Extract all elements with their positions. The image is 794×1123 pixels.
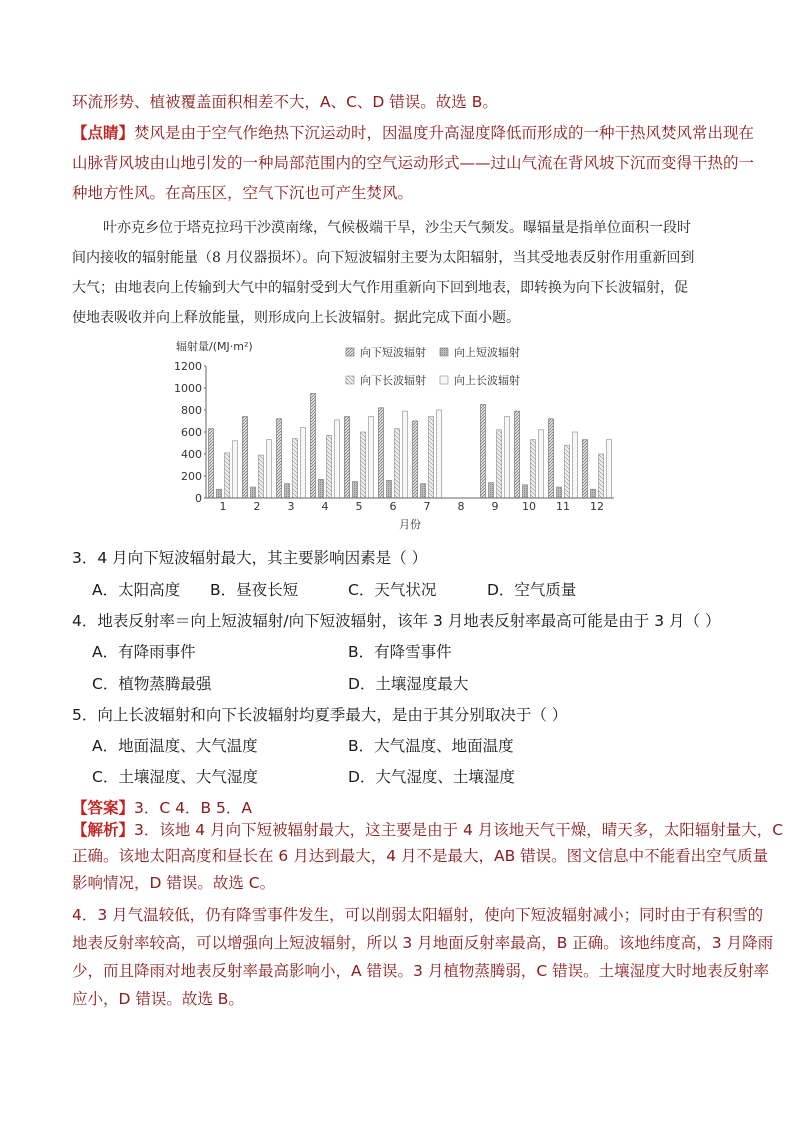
analysis-text: 3．该地 4 月向下短被辐射最大，这主要是由于 4 月该地天气干燥，晴天多，太阳辐射量大，C (134, 821, 784, 839)
q3-option-a: A．太阳高度 (92, 581, 181, 599)
material-line-3: 大气；由地表向上传输到大气中的辐射受到大气作用重新向下回到地表，即转换为向下长波辐射，促 (72, 280, 688, 296)
y-tick-label: 800 (181, 404, 202, 417)
legend-label: 向上短波辐射 (454, 346, 520, 359)
analysis-tag: 【解析】 (72, 821, 135, 839)
legend-label: 向下长波辐射 (360, 374, 426, 387)
bar-向下短波辐射-7 (413, 421, 418, 498)
bar-向上短波辐射-5 (353, 482, 358, 499)
material-line-1: 叶亦克乡位于塔克拉玛干沙漠南缘，气候极端干旱，沙尘天气频发。曝辐量是指单位面积一段时 (103, 220, 691, 236)
analysis-line-7: 应小，D 错误。故选 B。 (72, 990, 244, 1008)
bar-向上长波辐射-5 (369, 417, 374, 498)
bar-向上短波辐射-3 (285, 484, 290, 498)
q4-option-d: D．土壤湿度最大 (348, 675, 469, 693)
answer-line (72, 798, 252, 818)
y-tick-label: 600 (181, 426, 202, 439)
x-tick-label: 6 (389, 500, 397, 513)
legend-swatch (440, 376, 448, 384)
analysis-line-1 (72, 820, 783, 840)
bar-向下长波辐射-11 (565, 445, 570, 498)
y-tick-label: 1000 (174, 382, 202, 395)
bar-向上长波辐射-3 (301, 428, 306, 498)
bar-向下长波辐射-12 (599, 454, 604, 498)
text-line: 环流形势、植被覆盖面积相差不大，A、C、D 错误。故选 B。 (72, 93, 498, 111)
q5-option-a: A．地面温度、大气温度 (92, 737, 258, 755)
x-tick-label: 10 (522, 500, 536, 513)
x-tick-label: 9 (491, 500, 499, 513)
dianjing-paragraph-line-2: 山脉背风坡由山地引发的一种局部范围内的空气运动形式——过山气流在背风坡下沉而变得干热的一 (72, 154, 755, 172)
bar-向下短波辐射-6 (379, 408, 384, 498)
bar-向上长波辐射-12 (607, 440, 612, 498)
analysis-line-4: 4．3 月气温较低，仍有降雪事件发生，可以削弱太阳辐射，使向下短波辐射减小；同时由于有积雪的 (72, 906, 764, 924)
analysis-line-5: 地表反射率较高，可以增强向上短波辐射，所以 3 月地面反射率最高，B 正确。该地纬度高，3 月降雨 (72, 934, 774, 952)
x-tick-label: 11 (556, 500, 570, 513)
bar-向上短波辐射-12 (591, 489, 596, 498)
x-tick-label: 7 (423, 500, 431, 513)
q3-option-d: D．空气质量 (487, 581, 577, 599)
dianjing-paragraph-line-1 (72, 123, 754, 143)
dianjing-text: 焚风是由于空气作绝热下沉运动时，因温度升高湿度降低而形成的一种干热风焚风常出现在 (134, 124, 755, 142)
q5-option-c: C．土壤湿度、大气湿度 (92, 768, 258, 786)
q4-option-b: B．有降雪事件 (348, 643, 452, 661)
legend-swatch (440, 348, 448, 356)
q4-option-c: C．植物蒸腾最强 (92, 675, 212, 693)
bar-向上短波辐射-7 (421, 484, 426, 498)
bar-向下长波辐射-6 (395, 429, 400, 498)
question-3-stem: 3．4 月向下短波辐射最大，其主要影响因素是（ ） (72, 549, 428, 567)
dianjing-tag: 【点睛】 (72, 124, 135, 142)
x-tick-label: 12 (590, 500, 604, 513)
bar-向下短波辐射-9 (481, 405, 486, 499)
x-tick-label: 2 (253, 500, 261, 513)
bar-向下长波辐射-10 (531, 440, 536, 498)
bar-向上长波辐射-6 (403, 411, 408, 498)
bar-向下短波辐射-11 (549, 419, 554, 498)
bar-向上短波辐射-1 (217, 489, 222, 498)
material-line-4: 使地表吸收并向上释放能量，则形成向上长波辐射。据此完成下面小题。 (72, 310, 520, 326)
bar-向下长波辐射-7 (429, 417, 434, 498)
x-tick-label: 8 (457, 500, 465, 513)
bar-向上短波辐射-9 (489, 483, 494, 498)
bar-向上长波辐射-4 (335, 420, 340, 498)
analysis-line-3: 影响情况，D 错误。故选 C。 (72, 874, 276, 892)
x-tick-label: 5 (355, 500, 363, 513)
material-line-2: 间内接收的辐射能量（8 月仪器损坏）。向下短波辐射主要为太阳辐射，当其受地表反射作用重新回到 (72, 250, 695, 266)
q3-option-b: B．昼夜长短 (210, 581, 299, 599)
q5-option-d: D．大气湿度、土壤湿度 (348, 768, 515, 786)
bar-向下长波辐射-9 (497, 430, 502, 498)
bar-向上长波辐射-7 (437, 410, 442, 498)
y-tick-label: 400 (181, 448, 202, 461)
bar-向上长波辐射-9 (505, 417, 510, 498)
x-axis-label: 月份 (399, 518, 421, 531)
bar-向下长波辐射-1 (225, 453, 230, 498)
bar-向下短波辐射-10 (515, 411, 520, 498)
bar-向上短波辐射-11 (557, 487, 562, 498)
bar-向下短波辐射-5 (345, 417, 350, 498)
legend-label: 向下短波辐射 (360, 346, 426, 359)
x-tick-label: 3 (287, 500, 295, 513)
bar-向上短波辐射-2 (251, 487, 256, 498)
bar-向上长波辐射-11 (573, 432, 578, 498)
bar-向下短波辐射-4 (311, 394, 316, 499)
bar-向上短波辐射-4 (319, 479, 324, 498)
q4-option-a: A．有降雨事件 (92, 643, 196, 661)
bar-向上长波辐射-1 (233, 441, 238, 498)
legend-swatch (346, 348, 354, 356)
y-tick-label: 1200 (174, 360, 202, 373)
bar-向下长波辐射-3 (293, 439, 298, 498)
analysis-line-2: 正确。该地太阳高度和昼长在 6 月达到最大，4 月不是最大，AB 错误。图文信息中不能看出空气质量 (72, 847, 769, 865)
bar-向下长波辐射-2 (259, 455, 264, 498)
y-tick-label: 0 (195, 492, 202, 505)
analysis-line-6: 少，而且降雨对地表反射率最高影响小，A 错误。3 月植物蒸腾弱，C 错误。土壤湿度大时地表反射率 (72, 962, 770, 980)
bar-向下短波辐射-1 (209, 429, 214, 498)
bar-向下长波辐射-4 (327, 435, 332, 498)
q3-option-c: C．天气状况 (348, 581, 437, 599)
bar-向上长波辐射-2 (267, 440, 272, 498)
question-5-stem: 5．向上长波辐射和向下长波辐射均夏季最大，是由于其分别取决于（ ） (72, 706, 568, 724)
answer-text: 3．C 4．B 5．A (134, 799, 253, 817)
y-tick-label: 200 (181, 470, 202, 483)
q5-option-b: B．大气温度、地面温度 (348, 737, 514, 755)
x-tick-label: 4 (321, 500, 329, 513)
bar-向下短波辐射-3 (277, 419, 282, 498)
legend-swatch (346, 376, 354, 384)
bar-向上短波辐射-10 (523, 485, 528, 498)
bar-向上短波辐射-6 (387, 480, 392, 498)
x-tick-label: 1 (219, 500, 227, 513)
dianjing-paragraph-line-3: 种地方性风。在高压区，空气下沉也可产生焚风。 (72, 184, 414, 202)
bar-向下短波辐射-12 (583, 440, 588, 498)
answer-tag: 【答案】 (72, 799, 135, 817)
bar-向下短波辐射-2 (243, 417, 248, 498)
bar-向上长波辐射-10 (539, 430, 544, 498)
bar-向下长波辐射-5 (361, 432, 366, 498)
question-4-stem: 4．地表反射率＝向上短波辐射/向下短波辐射，该年 3 月地表反射率最高可能是由于 3 月（ ） (72, 612, 721, 630)
radiation-bar-chart (170, 338, 630, 538)
legend-label: 向上长波辐射 (454, 374, 520, 387)
y-axis-label: 辐射量/(MJ·m²) (176, 340, 253, 353)
